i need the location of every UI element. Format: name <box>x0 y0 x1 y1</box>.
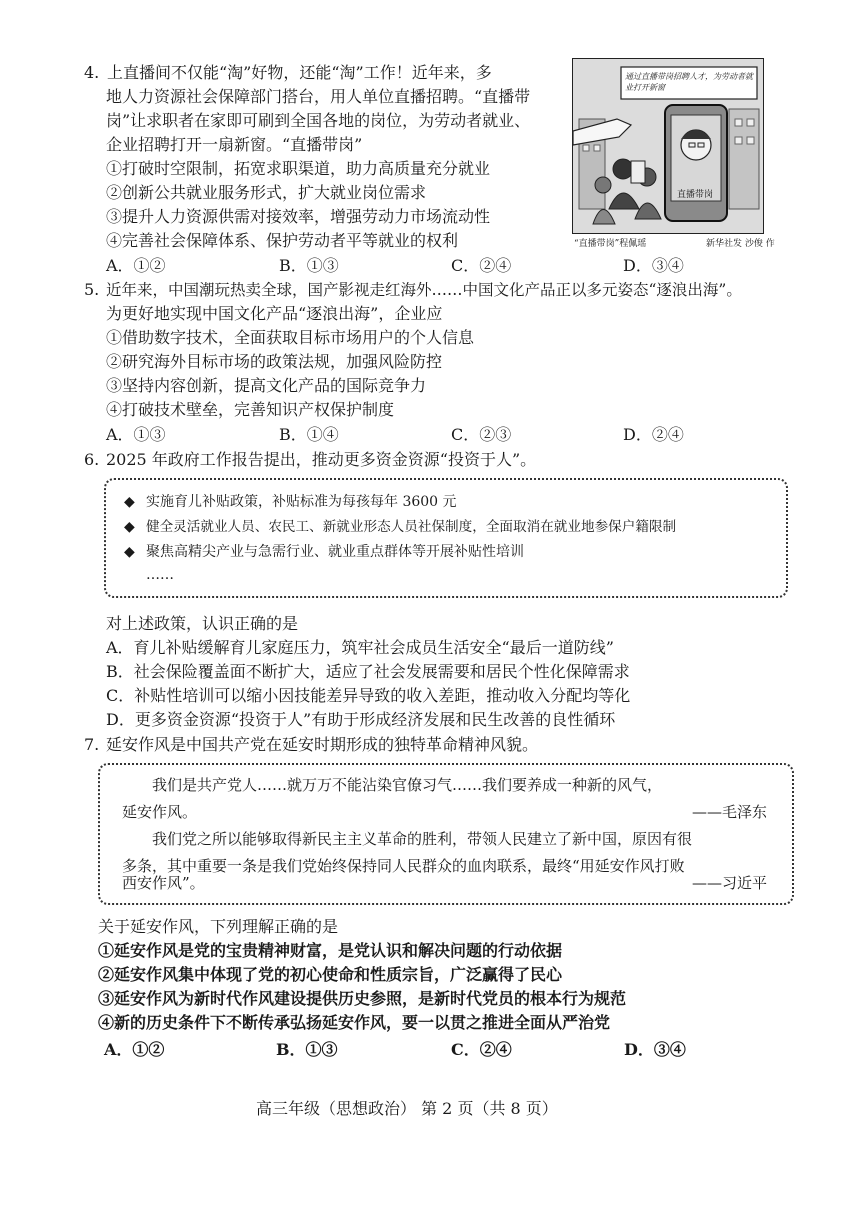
q7-quote-1-author: ——毛泽东 <box>692 803 768 821</box>
q7-number: 7. <box>84 735 100 754</box>
q7-quote-2-line-3: 西安作风”。 <box>122 874 205 892</box>
q5-option-d[interactable]: D．②④ <box>623 425 684 444</box>
q6-stem: 2025 年政府工作报告提出，推动更多资金资源“投资于人”。 <box>106 450 537 469</box>
q5-option-a[interactable]: A．①③ <box>106 425 166 444</box>
q6-option-c[interactable]: C．补贴性培训可以缩小因技能差异导致的收入差距，推动收入分配均等化 <box>106 686 631 705</box>
q4-option-d[interactable]: D．③④ <box>623 256 684 275</box>
cartoon-banner-text: 通过直播带岗招聘人才，为劳动者就业打开新窗 <box>625 72 753 92</box>
q7-item-4: ④新的历史条件下不断传承弘扬延安作风，要一以贯之推进全面从严治党 <box>98 1013 611 1032</box>
q6-bullet-mark-1: ◆ <box>124 494 135 510</box>
q5-item-2: ②研究海外目标市场的政策法规，加强风险防控 <box>106 352 443 371</box>
q6-option-d[interactable]: D．更多资金资源“投资于人”有助于形成经济发展和民生改善的良性循环 <box>106 710 616 729</box>
q5-item-1: ①借助数字技术，全面获取目标市场用户的个人信息 <box>106 328 475 347</box>
q6-bullet-mark-2: ◆ <box>124 519 135 535</box>
q5-option-b[interactable]: B．①④ <box>279 425 339 444</box>
q4-option-c[interactable]: C．②④ <box>451 256 512 275</box>
q5-option-c[interactable]: C．②③ <box>451 425 512 444</box>
q7-quote-2-author: ——习近平 <box>692 874 768 892</box>
cartoon-caption-right: 新华社发 沙俊 作 <box>706 239 775 249</box>
q6-bullet-3: 聚焦高精尖产业与急需行业、就业重点群体等开展补贴性培训 <box>146 544 524 560</box>
q7-quote-1-line-2: 延安作风。 <box>122 803 198 821</box>
q4-item-2: ②创新公共就业服务形式，扩大就业岗位需求 <box>106 183 427 202</box>
q6-question: 对上述政策，认识正确的是 <box>106 614 299 633</box>
q6-bullet-2: 健全灵活就业人员、农民工、新就业形态人员社保制度，全面取消在就业地参保户籍限制 <box>146 519 677 535</box>
page-footer: 高三年级（思想政治） 第 2 页（共 8 页） <box>256 1099 558 1118</box>
q6-bullet-1: 实施育儿补贴政策，补贴标准为每孩每年 3600 元 <box>146 494 457 510</box>
q4-item-1: ①打破时空限制，拓宽求职渠道，助力高质量充分就业 <box>106 159 491 178</box>
q7-question: 关于延安作风，下列理解正确的是 <box>98 917 339 936</box>
q7-option-a[interactable]: A．①② <box>104 1040 165 1059</box>
q4-item-3: ③提升人力资源供需对接效率，增强劳动力市场流动性 <box>106 207 491 226</box>
q7-option-c[interactable]: C．②④ <box>451 1040 512 1059</box>
q7-item-2: ②延安作风集中体现了党的初心使命和性质宗旨，广泛赢得了民心 <box>98 965 563 984</box>
q4-number: 4. <box>84 63 100 82</box>
q5-item-4: ④打破技术壁垒，完善知识产权保护制度 <box>106 400 395 419</box>
q7-quote-2-line-1: 我们党之所以能够取得新民主主义革命的胜利，带领人民建立了新中国，原因有很 <box>152 830 693 848</box>
cartoon-caption-left: “直播带岗”程佩瑶 <box>574 239 647 249</box>
q4-stem-line-1: 上直播间不仅能“淘”好物，还能“淘”工作！近年来，多 <box>107 63 492 82</box>
q6-option-a[interactable]: A．育儿补贴缓解育儿家庭压力，筑牢社会成员生活安全“最后一道防线” <box>106 638 614 657</box>
cartoon-phone-sign: 直播带岗 <box>677 190 714 200</box>
q4-stem-line-2: 地人力资源社会保障部门搭台，用人单位直播招聘。“直播带 <box>106 87 531 106</box>
q7-option-b[interactable]: B．①③ <box>276 1040 338 1059</box>
q7-stem: 延安作风是中国共产党在延安时期形成的独特革命精神风貌。 <box>106 735 539 754</box>
cartoon-image <box>572 58 764 234</box>
q5-number: 5. <box>84 280 100 299</box>
q5-item-3: ③坚持内容创新，提高文化产品的国际竞争力 <box>106 376 427 395</box>
q4-stem-line-4: 企业招聘打开一扇新窗。“直播带岗” <box>106 135 363 154</box>
q4-item-4: ④完善社会保障体系、保护劳动者平等就业的权利 <box>106 231 459 250</box>
q4-option-b[interactable]: B．①③ <box>279 256 339 275</box>
q6-bullet-mark-3: ◆ <box>124 544 135 560</box>
q5-stem-line-1: 近年来，中国潮玩热卖全球，国产影视走红海外……中国文化产品正以多元姿态“逐浪出海”。 <box>106 281 742 299</box>
q4-option-a[interactable]: A．①② <box>106 256 166 275</box>
q7-item-1: ①延安作风是党的宝贵精神财富，是党认识和解决问题的行动依据 <box>98 941 563 960</box>
q6-number: 6. <box>84 450 100 469</box>
q7-option-d[interactable]: D．③④ <box>624 1040 686 1059</box>
q7-item-3: ③延安作风为新时代作风建设提供历史参照，是新时代党员的根本行为规范 <box>98 989 627 1008</box>
q5-stem-line-2: 为更好地实现中国文化产品“逐浪出海”，企业应 <box>106 304 443 323</box>
q7-quote-2-line-2: 多条，其中重要一条是我们党始终保持同人民群众的血肉联系，最终“用延安作风打败 <box>122 857 685 875</box>
q6-option-b[interactable]: B．社会保险覆盖面不断扩大，适应了社会发展需要和居民个性化保障需求 <box>106 662 630 681</box>
q4-stem-line-3: 岗”让求职者在家即可刷到全国各地的岗位，为劳动者就业、 <box>106 111 531 130</box>
q6-ellipsis: …… <box>146 567 174 583</box>
q7-quote-1-line-1: 我们是共产党人……就万万不能沾染官僚习气……我们要养成一种新的风气， <box>152 776 663 794</box>
